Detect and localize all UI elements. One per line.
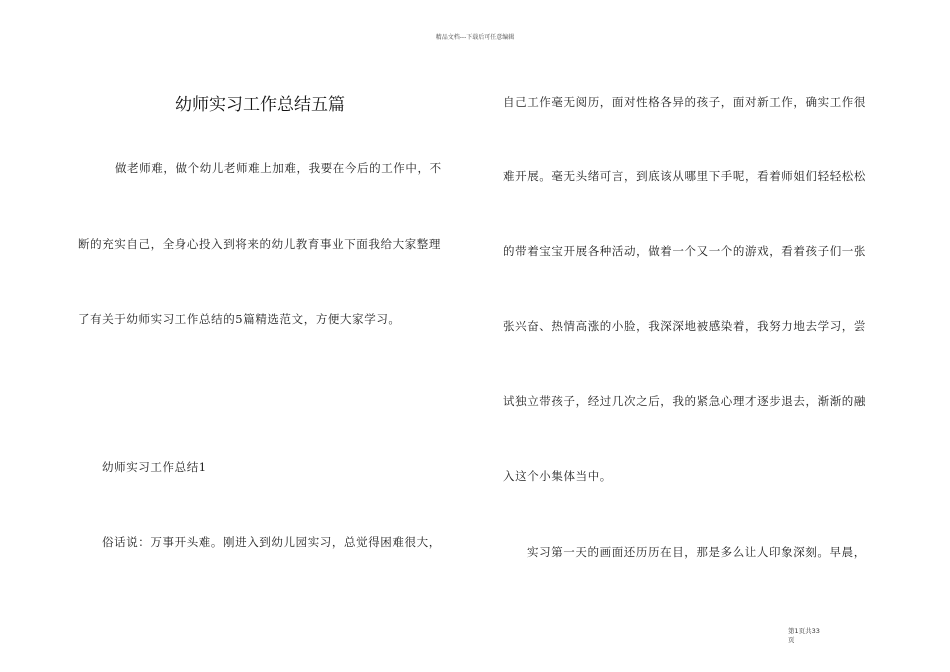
right-line-6: 入这个小集体当中。: [503, 469, 612, 483]
right-line-5: 试独立带孩子，经过几次之后，我的紧急心理才逐步退去，渐渐的融: [503, 394, 866, 408]
section-heading: 幼师实习工作总结1: [102, 460, 207, 474]
intro-line-1: 做老师难，做个幼儿老师难上加难，我要在今后的工作中，不: [115, 161, 442, 175]
right-line-4: 张兴奋、热情高涨的小脸，我深深地被感染着，我努力地去学习，尝: [503, 319, 866, 333]
intro-line-2: 断的充实自己，全身心投入到将来的幼儿教育事业下面我给大家整理: [78, 237, 441, 251]
right-line-7: 实习第一天的画面还历历在目，那是多么让人印象深刻。早晨，: [527, 545, 866, 559]
intro-line-3: 了有关于幼师实习工作总结的5篇精选范文，方便大家学习。: [78, 312, 401, 326]
page-number: [788, 627, 838, 645]
document-title: 幼师实习工作总结五篇: [175, 95, 345, 115]
section-body-line-1: 俗话说：万事开头难。刚进入到幼儿园实习，总觉得困难很大，: [102, 535, 441, 549]
page-number-line-1: 第1页共33: [788, 627, 820, 635]
right-line-2: 难开展。毫无头绪可言，到底该从哪里下手呢，看着师姐们轻轻松松: [503, 169, 866, 183]
page-number-line-2: 页: [788, 636, 795, 644]
right-line-3: 的带着宝宝开展各种活动，做着一个又一个的游戏，看着孩子们一张: [503, 244, 866, 258]
header-note: 精品文档---下载后可任意编辑: [435, 34, 515, 41]
right-line-1: 自己工作毫无阅历，面对性格各异的孩子，面对新工作，确实工作很: [503, 95, 866, 109]
